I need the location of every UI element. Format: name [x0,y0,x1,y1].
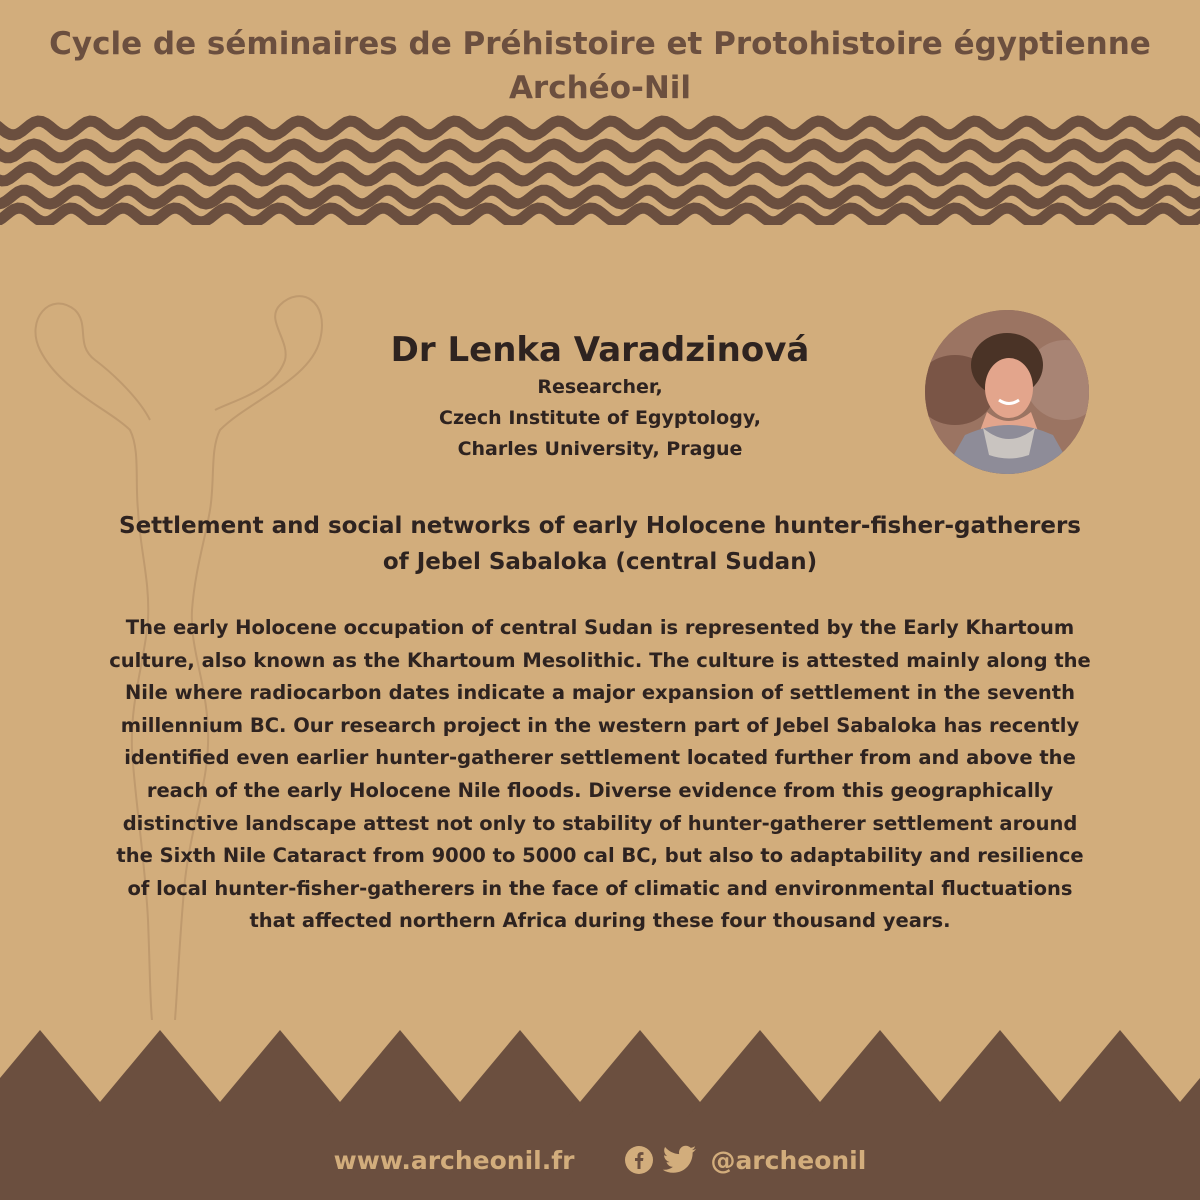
wave-line [0,121,1200,135]
speaker-photo [925,310,1089,474]
speaker-name: Dr Lenka Varadzinová [390,330,810,370]
abstract-line: distinctive landscape attest not only to stability of hunter-gatherer settlement around [122,811,1078,835]
talk-title [30,508,1170,580]
wave-line [0,208,1200,222]
speaker-university: Charles University, Prague [457,438,743,460]
talk-title-line-1: Settlement and social networks of early Holocene hunter-fisher-gatherers [119,513,1081,539]
mountain-shape [445,1030,595,1120]
mountain-shape [925,1030,1075,1120]
wave-line [0,167,1200,181]
facebook-icon[interactable] [624,1145,654,1175]
mountain-shape [1045,1030,1195,1120]
talk-title-line-2: of Jebel Sabaloka (central Sudan) [382,549,818,575]
abstract [30,612,1170,938]
wave-line [0,144,1200,158]
speaker-block [330,328,870,465]
abstract-line: of local hunter-fisher-gatherers in the face of climatic and environmental fluctuations [127,876,1073,900]
website-link[interactable]: www.archeonil.fr [333,1145,575,1175]
abstract-line: reach of the early Holocene Nile floods. Diverse evidence from this geographically [146,778,1054,802]
abstract-line: the Sixth Nile Cataract from 9000 to 5000 cal BC, but also to adaptability and resilience [116,844,1084,868]
speaker-role: Researcher, [537,376,663,398]
footer-bar [0,1130,1200,1190]
abstract-line: Nile where radiocarbon dates indicate a major expansion of settlement in the seventh [124,681,1076,705]
abstract-line: millennium BC. Our research project in the western part of Jebel Sabaloka has recently [120,713,1080,737]
mountain-shape [85,1030,235,1120]
speaker-institute: Czech Institute of Egyptology, [439,407,761,429]
series-header [0,22,1200,110]
mountain-shape [685,1030,835,1120]
abstract-line: culture, also known as the Khartoum Mesolithic. The culture is attested mainly along the [109,648,1091,672]
series-title: Cycle de séminaires de Préhistoire et Protohistoire égyptienne [49,26,1151,62]
mountain-shape [325,1030,475,1120]
social-handle[interactable]: @archeonil [710,1145,867,1175]
abstract-line: The early Holocene occupation of central Sudan is represented by the Early Khartoum [125,616,1075,639]
wave-line [0,190,1200,204]
abstract-line: that affected northern Africa during these four thousand years. [249,909,951,933]
organization-name: Archéo-Nil [508,70,692,106]
mountain-shape [205,1030,355,1120]
twitter-icon[interactable] [662,1145,698,1175]
mountain-shape [565,1030,715,1120]
wave-decoration [0,115,1200,225]
abstract-line: identified even earlier hunter-gatherer settlement located further from and above the [124,746,1076,770]
mountain-shape [805,1030,955,1120]
